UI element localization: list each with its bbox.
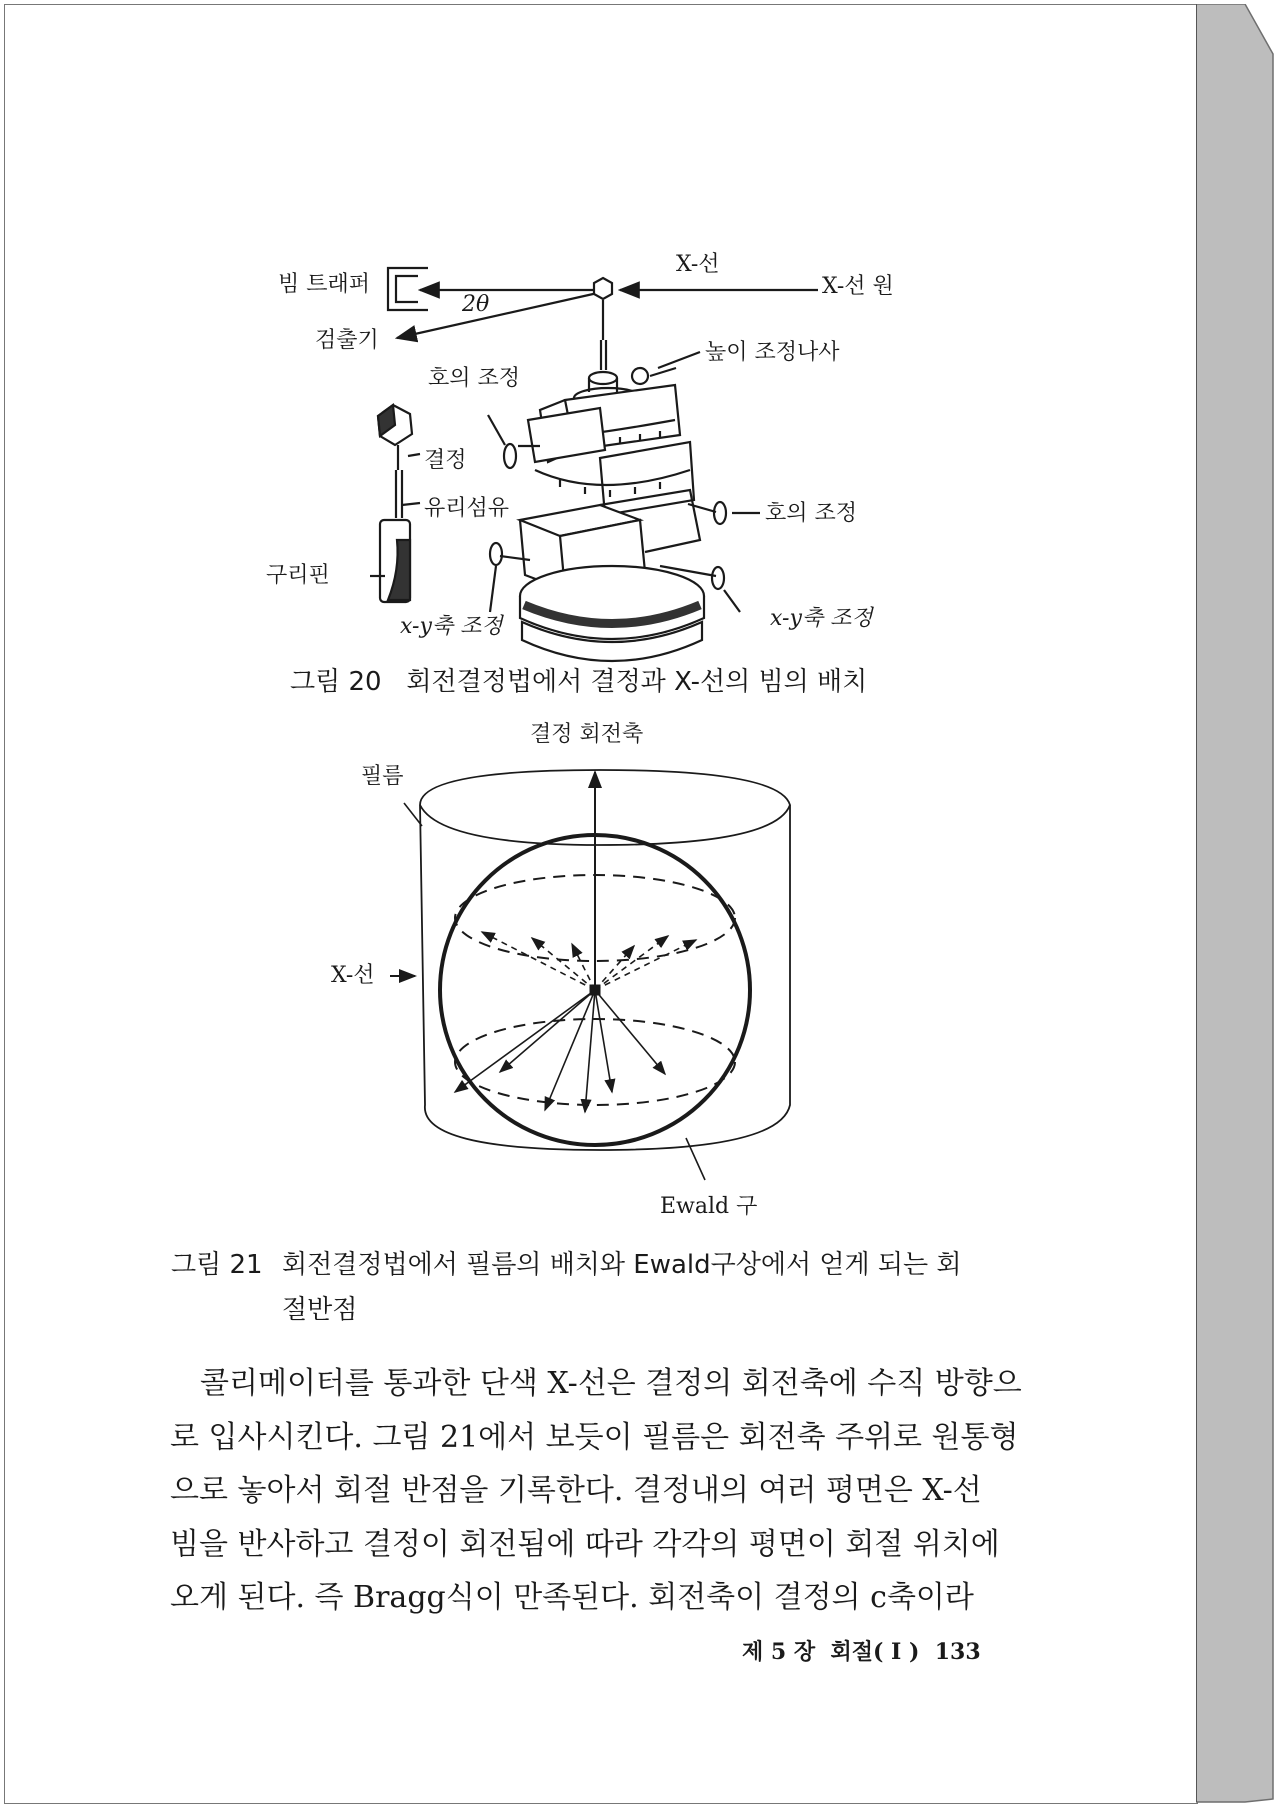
figure-21-caption-number: 그림 21 [171,1250,263,1280]
body-line: 으로 놓아서 회절 반점을 기록한다. 결정내의 여러 평면은 X-선 [170,1473,982,1508]
two-theta-label: 2θ [462,292,490,317]
xray-label-fig21: X-선 [331,963,375,988]
crystal-label: 결정 [424,448,467,473]
height-screw-label: 높이 조정나사 [705,340,840,365]
body-paragraph [170,1357,1022,1625]
body-line: 로 입사시킨다. 그림 21에서 보듯이 필름은 회전축 주위로 원통형 [170,1419,1019,1455]
xy-adjust-right-label: x-y축 조정 [770,606,873,631]
body-line: 빔을 반사하고 결정이 회전됨에 따라 각각의 평면이 회절 위치에 [170,1526,1000,1562]
rotation-axis-label: 결정 회전축 [530,722,644,747]
detector-label: 검출기 [315,328,379,353]
figure-21-diagram [0,720,1277,1240]
figure-21-caption-line1: 회전결정법에서 필름의 배치와 Ewald구상에서 얻게 되는 회 [282,1250,962,1280]
body-line: 콜리메이터를 통과한 단색 X-선은 결정의 회전축에 수직 방향으 [200,1366,1022,1401]
ewald-label: Ewald 구 [660,1194,758,1219]
crystal-center [590,985,600,995]
xy-adjust-left-label: x-y축 조정 [400,614,503,639]
film-label: 필름 [361,764,404,789]
arc-adjust-top-label: 호의 조정 [428,366,521,391]
beam-trap-label: 빔 트래퍼 [278,272,371,297]
diffracted-beam [397,292,602,338]
page-footer: 제 5 장 회절( I ) 133 [742,1639,981,1665]
figure-21-caption-line2: 절반점 [282,1295,358,1325]
glass-fiber-label: 유리섬유 [424,496,510,521]
copper-pin-label: 구리핀 [266,563,330,588]
body-line: 오게 된다. 즉 Bragg식이 만족된다. 회전축이 결정의 c축이라 [170,1580,974,1615]
mounted-crystal [594,278,612,299]
figure-20-diagram [0,0,1277,700]
figure-20-caption: 그림 20 회전결정법에서 결정과 X-선의 빔의 배치 [290,667,868,697]
xray-label: X-선 [676,252,720,277]
xray-source-label: X-선 원 [822,274,894,299]
arc-adjust-right-label: 호의 조정 [765,501,858,526]
